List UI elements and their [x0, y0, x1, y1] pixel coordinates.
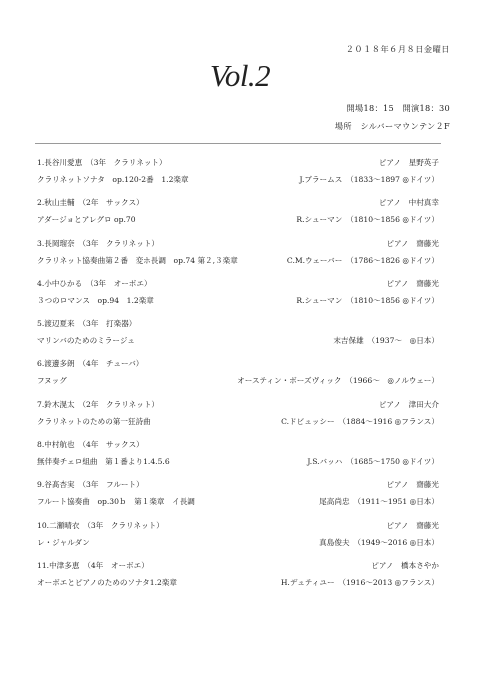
piece-title: アダージョとアレグロ op.70 — [37, 215, 136, 225]
program-item — [37, 436, 439, 476]
accompanist: ピアノ 齋藤光 — [386, 520, 439, 530]
piece-title: クラリネット協奏曲第２番 変ホ長調 op.74 第２,３楽章 — [37, 255, 238, 265]
performer: 10.二瀬晴衣 （3年 クラリネット） — [37, 520, 164, 530]
composer: J.ブラームス （1833〜1897 ◎ドイツ） — [299, 175, 439, 184]
composer: C.M.ウェーバー （1786〜1826 ◎ドイツ） — [286, 255, 439, 265]
composer: J.S.バッハ （1685〜1750 ◎ドイツ） — [307, 457, 439, 467]
composer: 末吉保雄 （1937〜 ◎日本） — [333, 336, 439, 346]
piece-title: ３つのロマンス op.94 1.2楽章 — [37, 295, 154, 305]
piece-title: レ・ジャルダン — [37, 537, 90, 547]
piece-title: オーボエとピアノのためのソナタ1.2楽章 — [37, 577, 178, 587]
accompanist: ピアノ 中村真幸 — [378, 198, 439, 208]
program-item — [37, 557, 439, 597]
concert-date: ２０１８年６月８日金曜日 — [345, 44, 450, 54]
performer: 3.長岡瑠奈 （3年 クラリネット） — [37, 238, 160, 248]
performer: 5.渡辺夏来 （3年 打楽器） — [37, 319, 137, 329]
divider — [35, 143, 441, 144]
accompanist: ピアノ 齋藤光 — [386, 278, 439, 288]
performer: 4.小中ひかる （3年 オーボエ） — [37, 278, 152, 288]
accompanist: ピアノ 橋本さやか — [371, 560, 439, 570]
performer: 2.秋山圭輔 （2年 サックス） — [37, 198, 144, 208]
composer: H.デュティユー （1916〜2013 ◎フランス） — [280, 577, 439, 587]
performer: 11.中津多恵 （4年 オーボエ） — [37, 560, 149, 570]
composer: 尾高尚忠 （1911〜1951 ◎日本） — [319, 497, 439, 507]
accompanist: ピアノ 齋藤光 — [386, 238, 439, 248]
accompanist: ピアノ 星野英子 — [378, 158, 439, 167]
performer: 8.中村航也 （4年 サックス） — [37, 440, 144, 450]
composer: オースティン・ボーズヴィック （1966〜 ◎ノルウェー） — [237, 376, 439, 386]
program-list — [37, 154, 439, 597]
program-item — [37, 235, 439, 275]
piece-title: フヌッグ — [37, 376, 67, 386]
composer: 真島俊夫 （1949〜2016 ◎日本） — [319, 537, 439, 547]
program-item — [37, 355, 439, 395]
accompanist: ピアノ 齋藤光 — [386, 480, 439, 490]
concert-venue: 場所 シルバーマウンテン２F — [334, 121, 450, 131]
piece-title: フルート協奏曲 op.30ｂ 第１楽章 イ長調 — [37, 497, 195, 507]
composer: R.シューマン （1810〜1856 ◎ドイツ） — [296, 295, 439, 305]
piece-title: 無伴奏チェロ組曲 第１番より1.4.5.6 — [37, 457, 170, 467]
performer: 1.長谷川愛恵 （3年 クラリネット） — [37, 158, 167, 167]
page-title: Vol.2 — [209, 58, 271, 93]
program-item — [37, 194, 439, 234]
accompanist: ピアノ 津田大介 — [378, 399, 439, 409]
program-item — [37, 275, 439, 315]
program-item — [37, 315, 439, 355]
program-item — [37, 396, 439, 436]
concert-time: 開場18：15 開演18：30 — [346, 103, 450, 113]
performer: 7.鈴木滉太 （2年 クラリネット） — [37, 399, 160, 409]
program-item — [37, 154, 439, 194]
piece-title: マリンバのためのミラージュ — [37, 336, 135, 346]
composer: C.ドビュッシー （1884〜1916 ◎フランス） — [281, 416, 439, 426]
performer: 9.谷髙杏実 （3年 フルート） — [37, 480, 144, 490]
performer: 6.渡邊多朗 （4年 チューバ） — [37, 359, 144, 369]
program-item — [37, 517, 439, 557]
piece-title: クラリネットのための第一狂詩曲 — [37, 416, 151, 426]
piece-title: クラリネットソナタ op.120-2番 1.2楽章 — [37, 175, 189, 184]
program-item — [37, 476, 439, 516]
composer: R.シューマン （1810〜1856 ◎ドイツ） — [296, 215, 439, 225]
